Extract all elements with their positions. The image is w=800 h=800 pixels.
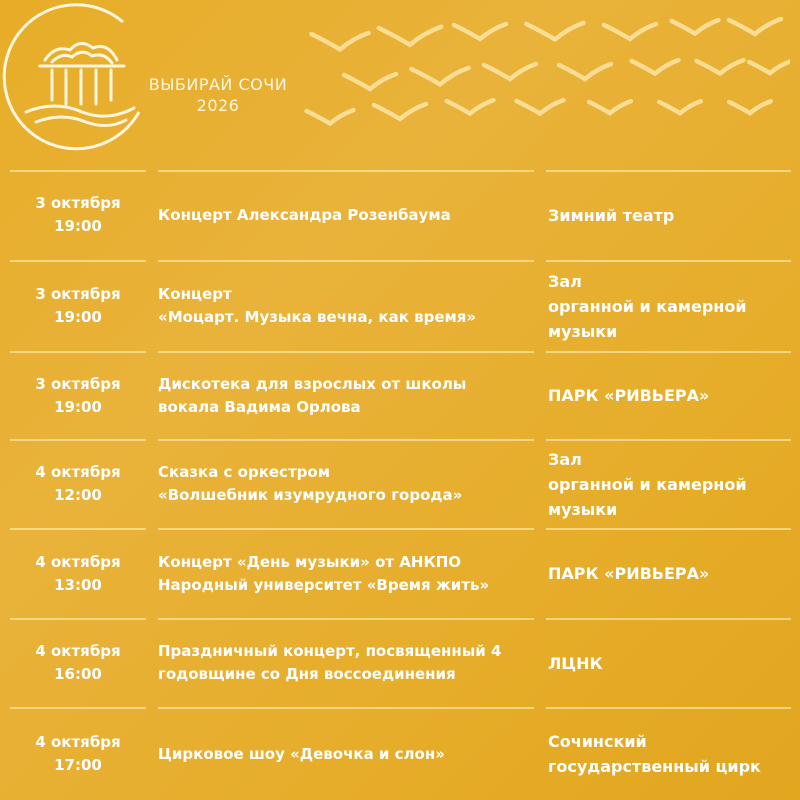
event-venue-line: ПАРК «РИВЬЕРА» (548, 564, 710, 583)
event-datetime (10, 352, 146, 439)
event-title-line: Праздничный концерт, посвященный 4 (158, 642, 502, 660)
event-venue (548, 708, 793, 800)
event-title (158, 619, 536, 707)
seagull-icon (484, 64, 536, 79)
event-datetime (10, 261, 146, 351)
seagull-icon (729, 19, 781, 34)
brand-line-1: ВЫБИРАЙ СОЧИ (148, 75, 288, 94)
schedule-row (0, 352, 800, 439)
event-date: 4 октября (35, 463, 121, 481)
event-date: 3 октября (35, 285, 121, 303)
event-date: 3 октября (35, 374, 121, 393)
event-venue-line: органной и камерной (548, 474, 747, 494)
event-venue (548, 619, 793, 707)
seagull-icon (379, 27, 441, 45)
schedule-row (0, 170, 800, 260)
seagull-icon (559, 64, 611, 79)
event-title-line: «Волшебник изумрудного города» (158, 486, 463, 504)
event-title-line: Народный университет «Время жить» (158, 575, 490, 594)
seagull-icon (454, 24, 506, 39)
seagull-icon (344, 74, 396, 89)
schedule-row (0, 440, 800, 528)
event-title-line: Дискотека для взрослых от школы (158, 374, 467, 393)
seagull-icon (697, 60, 744, 74)
event-venue (548, 529, 793, 618)
seagull-icon (589, 101, 631, 113)
seagull-icon (447, 100, 494, 114)
seagull-icon (632, 60, 679, 74)
brand-title (138, 74, 298, 116)
event-datetime (10, 619, 146, 707)
seagull-icon (526, 23, 583, 40)
event-title-line: Концерт «День музыки» от АНКПО (158, 552, 462, 571)
event-date: 4 октября (35, 733, 121, 751)
event-venue-line: Сочинский (548, 732, 647, 751)
seagull-icon (604, 24, 656, 39)
seagull-icon (672, 20, 719, 33)
event-venue-line: Зал (548, 449, 582, 469)
event-time: 19:00 (54, 308, 102, 326)
schedule-row (0, 529, 800, 618)
event-datetime (10, 529, 146, 618)
seagull-icon (729, 101, 771, 113)
event-title (158, 440, 536, 528)
event-date: 4 октября (35, 642, 121, 660)
event-venue-line: Зимний театр (548, 205, 675, 225)
event-time: 17:00 (54, 756, 102, 774)
event-title (158, 261, 536, 351)
event-datetime (10, 708, 146, 800)
seagull-icon (517, 100, 564, 114)
event-title (158, 708, 536, 800)
event-venue (548, 352, 793, 439)
event-title-line: Сказка с оркестром (158, 463, 330, 481)
event-time: 19:00 (54, 217, 102, 235)
event-venue-line: органной и камерной (548, 296, 747, 316)
event-venue-line: ПАРК «РИВЬЕРА» (548, 386, 710, 405)
event-title-line: «Моцарт. Музыка вечна, как время» (158, 308, 477, 326)
seagull-icon (749, 61, 790, 73)
seagull-icon (659, 101, 701, 113)
event-venue-line: ЛЦНК (548, 653, 603, 673)
header (0, 0, 800, 170)
schedule-row (0, 708, 800, 800)
event-title-line: вокала Вадима Орлова (158, 397, 361, 416)
event-venue-line: музыки (548, 321, 618, 341)
schedule-row (0, 261, 800, 351)
event-venue (548, 170, 793, 260)
seagulls-decoration (300, 15, 790, 155)
seagull-icon (311, 33, 368, 50)
event-venue (548, 261, 793, 351)
event-title-line: годовщине со Дня воссоединения (158, 665, 456, 683)
event-datetime (10, 440, 146, 528)
event-date: 3 октября (35, 194, 121, 212)
event-title-line: Цирковое шоу «Девочка и слон» (158, 744, 445, 763)
event-title-line: Концерт Александра Розенбаума (158, 205, 451, 224)
event-title (158, 352, 536, 439)
event-datetime (10, 170, 146, 260)
event-venue-line: государственный цирк (548, 757, 761, 776)
seagull-icon (374, 104, 426, 119)
event-time: 12:00 (54, 486, 102, 504)
event-time: 19:00 (54, 397, 102, 416)
seagull-icon (411, 68, 468, 85)
event-title-line: Концерт (158, 285, 232, 303)
brand-line-2: 2026 (196, 96, 240, 115)
event-venue-line: Зал (548, 271, 582, 291)
event-title (158, 170, 536, 260)
event-venue-line: музыки (548, 499, 618, 519)
seagull-icon (307, 110, 354, 124)
schedule-row (0, 619, 800, 707)
event-date: 4 октября (35, 552, 121, 571)
event-time: 13:00 (54, 575, 102, 594)
event-time: 16:00 (54, 665, 102, 683)
event-title (158, 529, 536, 618)
event-venue (548, 440, 793, 528)
